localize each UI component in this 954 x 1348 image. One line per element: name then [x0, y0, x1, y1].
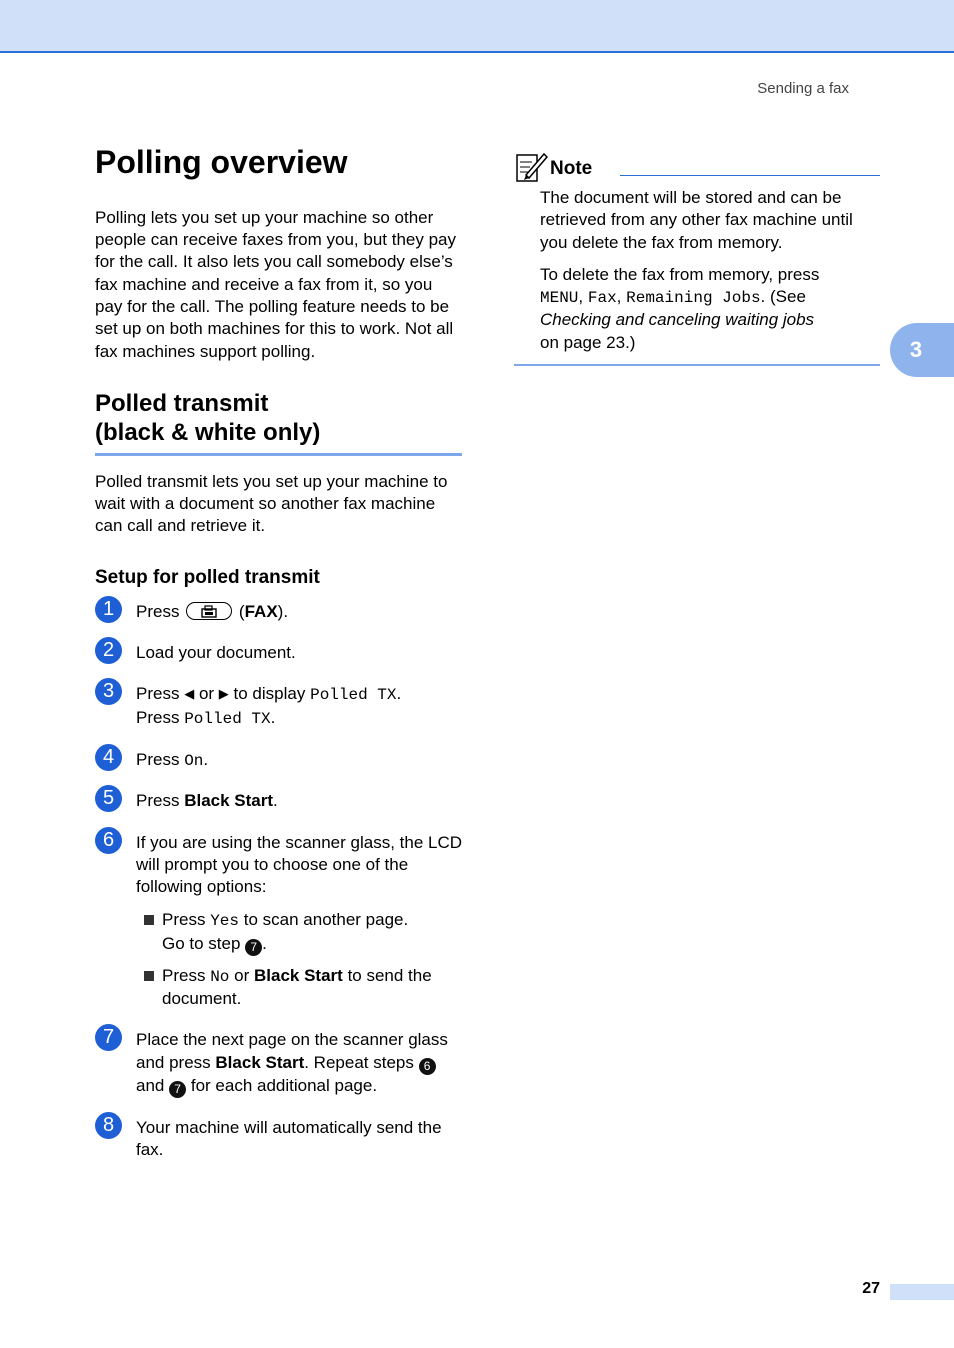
note-paragraph-1: The document will be stored and can be retrieved from any other fax machine until you delete the fax from memory. — [540, 188, 853, 252]
bullet-icon — [144, 971, 154, 981]
section-title — [95, 389, 462, 456]
chapter-number: 3 — [909, 337, 923, 362]
note-pencil-icon — [514, 150, 548, 189]
step-text: to display — [233, 684, 306, 704]
step-number: 8 — [95, 1112, 122, 1139]
step-text: for each additional page. — [190, 1075, 378, 1095]
option-yes: Press Yes to scan another page. Go to step 7 . — [136, 909, 462, 955]
step-number: 6 — [95, 827, 122, 854]
step-ref: 6 — [419, 1058, 436, 1075]
step-ref: 7 — [169, 1081, 186, 1098]
step-text: Press — [136, 791, 180, 811]
intro-paragraph: Polling lets you set up your machine so other people can receive faxes from you, but they pay for the call. It also lets you call somebody else’s fax machine and receive a fax from it, so you pay for the call. The polling feature needs to be set up on both machines for this to work. Not all fax machines support polling. — [95, 207, 456, 361]
step-text: Press — [136, 684, 180, 704]
note-body — [514, 187, 880, 354]
left-arrow-icon: ◀ — [184, 686, 195, 702]
top-band — [0, 0, 954, 53]
step-text: If you are using the scanner glass, the LCD will prompt you to choose one of the following options: — [136, 832, 463, 897]
note-header — [514, 150, 880, 184]
lcd-option: Yes — [210, 912, 240, 931]
note-bottom-rule — [514, 364, 880, 366]
step-text: Press — [136, 749, 180, 769]
step-7 — [95, 1026, 462, 1097]
step-8 — [95, 1113, 462, 1162]
step-5: 5 Press Black Start. — [95, 790, 462, 812]
subsection-title: Setup for polled transmit — [95, 566, 320, 588]
step-text: Press — [136, 707, 180, 727]
cross-reference: Checking and canceling waiting jobs — [540, 310, 815, 330]
key-label: Black Start — [215, 1052, 305, 1072]
page-title: Polling overview — [95, 144, 348, 180]
step-6 — [95, 828, 463, 1011]
left-column — [95, 140, 462, 1161]
step-text: and — [136, 1075, 165, 1095]
step-3: 3 Press ◀ or ▶ to display Polled TX. Press Polled TX. — [95, 683, 462, 730]
step-number: 7 — [95, 1024, 122, 1051]
fax-key-label: FAX — [244, 601, 278, 621]
lcd-option: No — [210, 967, 230, 986]
key-label: Black Start — [254, 965, 343, 985]
step-1 — [95, 597, 462, 623]
lcd-option: Polled TX — [184, 709, 271, 728]
step-text: Load your document. — [136, 643, 296, 663]
menu-option-fax: Fax — [587, 289, 617, 308]
running-head: Sending a fax — [757, 80, 849, 97]
note-top-rule — [620, 175, 880, 176]
bullet-text: Go to step — [162, 933, 241, 953]
bullet-text: to send the document. — [162, 965, 432, 1009]
step-4: 4 Press On. — [95, 749, 462, 772]
step-number: 1 — [95, 596, 122, 623]
paren-open: ( — [234, 601, 245, 621]
section-intro: Polled transmit lets you set up your machine to wait with a document so another fax machine can call and retrieve it. — [95, 471, 448, 536]
options-list — [136, 909, 462, 1010]
section-title-line1: Polled transmit — [95, 389, 269, 417]
fax-key-icon — [186, 602, 232, 620]
right-arrow-icon: ▶ — [218, 686, 229, 702]
step-number: 3 — [95, 678, 122, 705]
lcd-option: On — [184, 751, 204, 770]
page-number-bar — [890, 1284, 954, 1300]
note-label: Note — [550, 158, 593, 179]
bullet-text: to scan another page. — [243, 910, 409, 930]
section-title-line2: (black & white only) — [95, 418, 321, 446]
bullet-text: Press — [162, 965, 206, 985]
option-no — [136, 965, 462, 1011]
step-text: or — [198, 684, 215, 704]
bullet-text: or — [234, 965, 250, 985]
menu-option-remaining: Remaining Jobs — [626, 289, 761, 308]
step-text: Press — [136, 601, 180, 621]
bullet-text: Press — [162, 910, 206, 930]
steps-list — [95, 597, 463, 1161]
note-text: . (See — [760, 287, 806, 307]
bullet-icon — [144, 915, 154, 925]
step-text: Your machine will automatically send the fax. — [136, 1117, 442, 1159]
step-number: 2 — [95, 637, 122, 664]
step-text: . Repeat steps — [304, 1052, 414, 1072]
lcd-option: Polled TX — [310, 686, 397, 705]
chapter-tab — [890, 323, 954, 377]
page-number: 27 — [862, 1280, 880, 1297]
note-text: on page 23.) — [540, 332, 636, 352]
note-text: To delete the fax from memory, press — [540, 264, 820, 284]
note-paragraph-2: To delete the fax from memory, press MENU, Fax, Remaining Jobs. (See Checking and canceling waiting jobs on page 23.) — [540, 264, 820, 352]
menu-key: MENU — [540, 289, 579, 308]
step-number: 4 — [95, 744, 122, 771]
step-ref: 7 — [245, 939, 262, 956]
step-text: Place the next page on the scanner glass and press — [136, 1030, 448, 1072]
key-label: Black Start — [184, 791, 274, 811]
note-box — [514, 150, 880, 366]
step-number: 5 — [95, 785, 122, 812]
step-2 — [95, 639, 462, 664]
paren-close: ). — [277, 601, 289, 621]
